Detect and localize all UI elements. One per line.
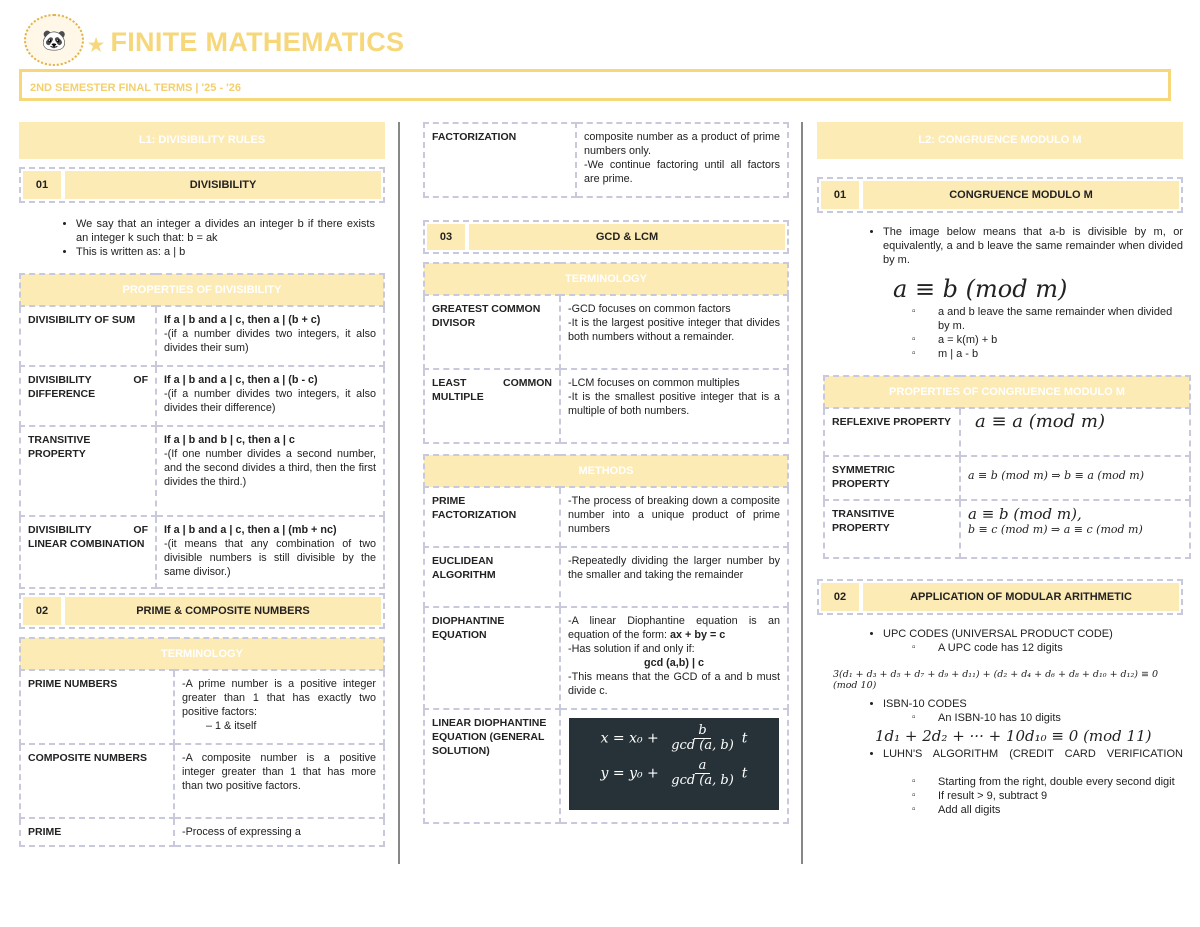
table-header: PROPERTIES OF CONGRUENCE MODULO M xyxy=(824,376,1190,408)
table-row xyxy=(824,456,1190,500)
section-title: GCD & LCM xyxy=(469,224,785,250)
table-row xyxy=(424,709,788,823)
term-desc: -The process of breaking down a composite number into a unique product of prime numbers xyxy=(560,487,788,547)
property-desc: If a | b and a | c, then a | (b + c) -(if a number divides two integers, it also divides their sum) xyxy=(156,306,384,366)
property-desc: If a | b and a | c, then a | (b - c) -(if a number divides two integers, it also divides their difference) xyxy=(156,366,384,426)
prime-terminology-table xyxy=(19,637,385,847)
property-name: TRANSITIVE PROPERTY xyxy=(824,500,960,558)
luhn-sublist xyxy=(912,775,1183,817)
section-number: 02 xyxy=(821,583,859,611)
lesson-2-header: L2: CONGRUENCE MODULO M xyxy=(817,122,1183,159)
isbn-list xyxy=(817,697,1183,711)
chalkboard-formula xyxy=(569,718,779,810)
list-item: ▫ Add all digits xyxy=(912,803,1183,817)
congruence-subpoints xyxy=(912,305,1183,361)
methods-table xyxy=(423,454,789,824)
table-header: TERMINOLOGY xyxy=(20,638,384,670)
term-desc: composite number as a product of prime numbers only. -We continue factoring until all factors are prime. xyxy=(576,123,788,197)
isbn-sublist xyxy=(912,711,1183,725)
list-item: • We say that an integer a divides an integer b if there exists an integer k such that: b = ak xyxy=(76,217,385,245)
list-item: ▫ a and b leave the same remainder when divided by m. xyxy=(912,305,1183,333)
table-row xyxy=(20,744,384,818)
congruence-formula: a ≡ b (mod m) xyxy=(893,275,1068,303)
section-number: 01 xyxy=(821,181,859,209)
property-formula: a ≡ a (mod m) xyxy=(960,408,1190,456)
table-row xyxy=(20,426,384,516)
divisibility-bullets xyxy=(19,217,385,259)
term-name: EUCLIDEAN ALGORITHM xyxy=(424,547,560,607)
section-title: CONGRUENCE MODULO M xyxy=(863,181,1179,209)
property-name: SYMMETRIC PROPERTY xyxy=(824,456,960,500)
term-name: COMPOSITE NUMBERS xyxy=(20,744,174,818)
section-number: 01 xyxy=(23,171,61,199)
table-row xyxy=(20,306,384,366)
table-row xyxy=(424,369,788,443)
term-desc: -A linear Diophantine equation is an equation of the form: ax + by = c -Has solution if and only if: gcd (a,b) | c -This means that the GCD of a and b must divide c. xyxy=(560,607,788,709)
list-item: ▫ m | a - b xyxy=(912,347,1183,361)
column-divider xyxy=(801,122,803,864)
term-desc: -GCD focuses on common factors -It is the largest positive integer that divides both numbers without a remainder. xyxy=(560,295,788,369)
term-desc: -Process of expressing a xyxy=(174,818,384,846)
term-desc: -A prime number is a positive integer greater than 1 that has exactly two positive factors: – 1 & itself xyxy=(174,670,384,744)
list-item: ▫ a = k(m) + b xyxy=(912,333,1183,347)
lesson-1-header: L1: DIVISIBILITY RULES xyxy=(19,122,385,159)
table-header: TERMINOLOGY xyxy=(424,263,788,295)
term-desc xyxy=(560,709,788,823)
list-item: • ISBN-10 CODES xyxy=(883,697,1183,711)
property-name: DIVISIBILITY OF LINEAR COMBINATION xyxy=(20,516,156,588)
table-row xyxy=(824,408,1190,456)
property-desc: If a | b and a | c, then a | (mb + nc) -(it means that any combination of two divisible numbers is still divisible by the same divisor.) xyxy=(156,516,384,588)
gcd-terminology-table xyxy=(423,262,789,444)
section-number: 03 xyxy=(427,224,465,250)
list-item: • UPC CODES (UNIVERSAL PRODUCT CODE) xyxy=(883,627,1183,641)
table-row xyxy=(20,670,384,744)
term-desc: -Repeatedly dividing the larger number by the smaller and taking the remainder xyxy=(560,547,788,607)
formula-x: x = x₀ + $\frac{b}{\gcd (a, b)}$ t xyxy=(600,723,748,753)
list-item: • The image below means that a-b is divisible by m, or equivalently, a and b leave the same remainder when divided by m. xyxy=(883,225,1183,267)
section-number: 02 xyxy=(23,597,61,625)
table-row xyxy=(424,607,788,709)
column-divider xyxy=(398,122,400,864)
term-name: PRIME xyxy=(20,818,174,846)
term-desc: -A composite number is a positive integer greater than 1 that has more than two positive factors. xyxy=(174,744,384,818)
upc-formula: 3(d₁ + d₃ + d₅ + d₇ + d₉ + d₁₁) + (d₂ + d₄ + d₆ + d₈ + d₁₀ + d₁₂) ≡ 0 (mod 10) xyxy=(833,669,1159,691)
property-name: DIVISIBILITY OF SUM xyxy=(20,306,156,366)
section-02-header xyxy=(19,593,385,629)
column-2 xyxy=(423,122,789,824)
property-desc: If a | b and b | c, then a | c -(If one number divides a second number, and the second divides a third, then the first divides the third.) xyxy=(156,426,384,516)
subtitle-bar xyxy=(19,69,1171,101)
term-desc: -LCM focuses on common multiples -It is the smallest positive integer that is a multiple of both numbers. xyxy=(560,369,788,443)
table-row xyxy=(424,487,788,547)
section-title: APPLICATION OF MODULAR ARITHMETIC xyxy=(863,583,1179,611)
congruence-bullets xyxy=(817,225,1183,267)
section-03-header xyxy=(423,220,789,254)
divisibility-properties-table xyxy=(19,273,385,589)
table-row xyxy=(424,547,788,607)
property-name: TRANSITIVE PROPERTY xyxy=(20,426,156,516)
term-name: FACTORIZATION xyxy=(424,123,576,197)
table-row xyxy=(20,818,384,846)
congruence-properties-table xyxy=(823,375,1191,559)
property-formula: a ≡ b (mod m) ⇒ b ≡ a (mod m) xyxy=(960,456,1190,500)
section-01-header xyxy=(19,167,385,203)
term-name: LINEAR DIOPHANTINE EQUATION (GENERAL SOLUTION) xyxy=(424,709,560,823)
table-row xyxy=(824,500,1190,558)
column-3 xyxy=(817,122,1183,817)
term-name: PRIME NUMBERS xyxy=(20,670,174,744)
table-row xyxy=(20,366,384,426)
term-name: LEAST COMMON MULTIPLE xyxy=(424,369,560,443)
page-title: ★ FINITE MATHEMATICS xyxy=(88,27,405,57)
list-item: ▫ A UPC code has 12 digits xyxy=(912,641,1183,655)
list-item: ▫ Starting from the right, double every second digit xyxy=(912,775,1183,789)
table-row xyxy=(424,295,788,369)
list-item: • LUHN'S ALGORITHM (CREDIT CARD VERIFICATION xyxy=(883,747,1183,761)
column-1 xyxy=(19,122,385,847)
term-name: GREATEST COMMON DIVISOR xyxy=(424,295,560,369)
section-02-header xyxy=(817,579,1183,615)
table-header: METHODS xyxy=(424,455,788,487)
star-icon: ★ xyxy=(88,35,105,55)
panda-logo: 🐼 xyxy=(24,14,84,66)
property-formula: a ≡ b (mod m), b ≡ c (mod m) ⇒ a ≡ c (mod m) xyxy=(960,500,1190,558)
term-name: DIOPHANTINE EQUATION xyxy=(424,607,560,709)
factorization-table xyxy=(423,122,789,198)
list-item: ▫ If result > 9, subtract 9 xyxy=(912,789,1183,803)
term-name: PRIME FACTORIZATION xyxy=(424,487,560,547)
section-title: PRIME & COMPOSITE NUMBERS xyxy=(65,597,381,625)
property-name: DIVISIBILITY OF DIFFERENCE xyxy=(20,366,156,426)
section-title: DIVISIBILITY xyxy=(65,171,381,199)
upc-sublist xyxy=(912,641,1183,655)
table-row xyxy=(20,516,384,588)
subtitle: 2ND SEMESTER FINAL TERMS | '25 - '26 xyxy=(30,82,242,94)
isbn-formula: 1d₁ + 2d₂ + ··· + 10d₁₀ ≡ 0 (mod 11) xyxy=(875,727,1152,745)
table-header: PROPERTIES OF DIVISIBILITY xyxy=(20,274,384,306)
table-row xyxy=(424,123,788,197)
luhn-list xyxy=(817,747,1183,761)
property-name: REFLEXIVE PROPERTY xyxy=(824,408,960,456)
section-01-header xyxy=(817,177,1183,213)
upc-list xyxy=(817,627,1183,641)
formula-y: y = y₀ + $\frac{a}{\gcd (a, b)}$ t xyxy=(600,758,748,788)
list-item: • This is written as: a | b xyxy=(76,245,385,259)
list-item: ▫ An ISBN-10 has 10 digits xyxy=(912,711,1183,725)
